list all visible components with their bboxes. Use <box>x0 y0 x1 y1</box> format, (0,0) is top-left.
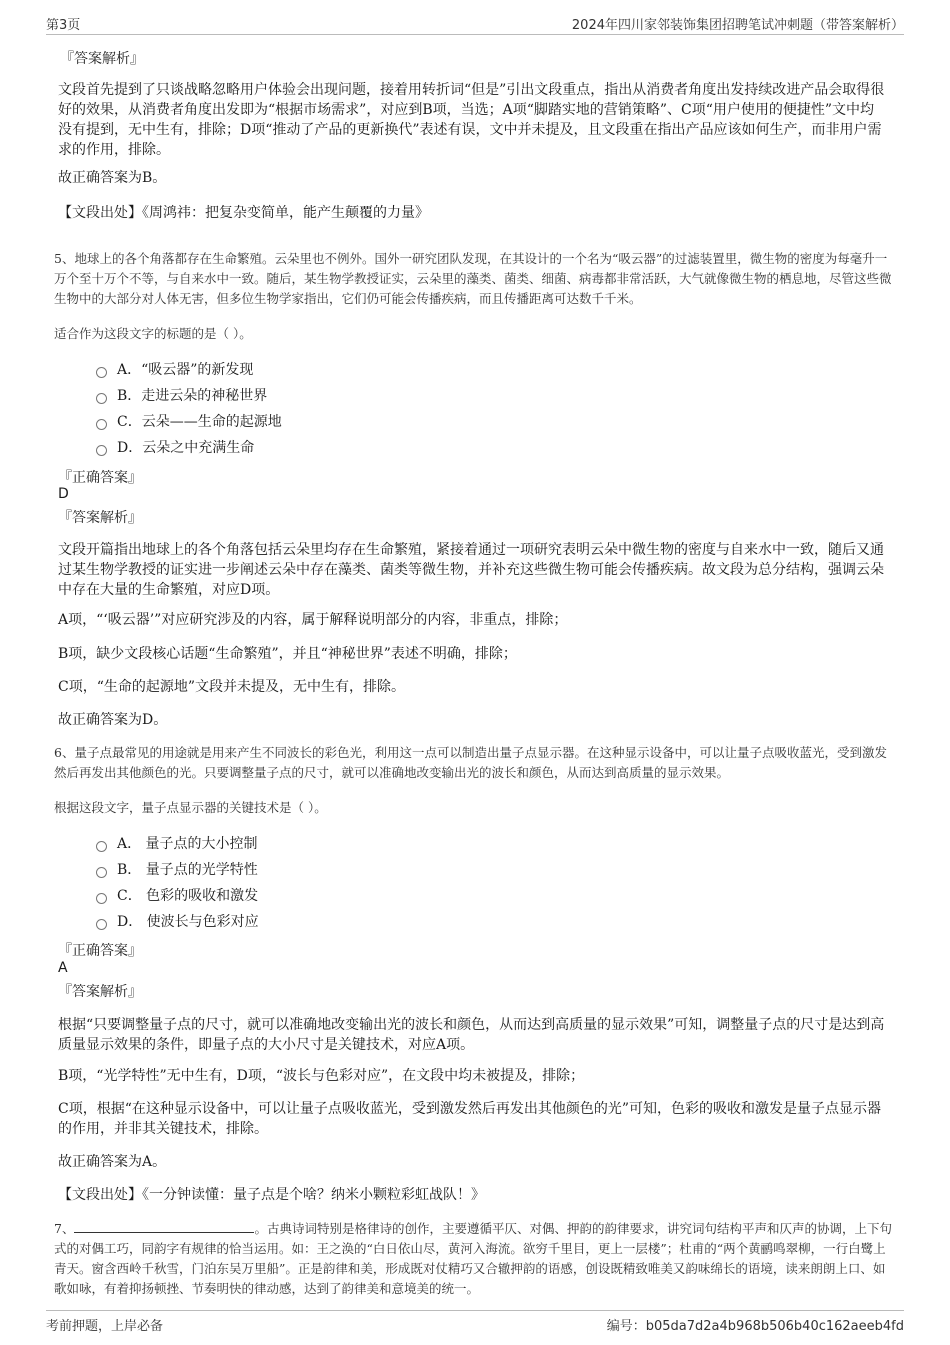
page-number: 第3页 <box>46 18 81 33</box>
q6-stem: 6、量子点最常见的用途就是用来产生不同波长的彩色光，利用这一点可以制造出量子点显示器。在这种显示设备中，可以让量子点吸收蓝光，受到激发然后再发出其他颜色的光。只要调整量子点的尺寸，就可以准确地改变输出光的波长和颜色，从而达到高质量的显示效果。 <box>54 745 887 780</box>
q6-correct-label: 『正确答案』 <box>58 943 142 959</box>
q6-correct-answer: A <box>58 960 68 976</box>
q5-analysis-a: A项，“‘吸云器’”对应研究涉及的内容，属于解释说明部分的内容，非重点，排除； <box>58 612 568 628</box>
q6-analysis: 根据“只要调整量子点的尺寸，就可以准确地改变输出光的波长和颜色，从而达到高质量的显示效果”可知，调整量子点的尺寸是达到高质量显示效果的条件，即量子点的大小尺寸是关键技术，对应A项。 <box>58 1017 885 1053</box>
q5-option-d[interactable]: D．云朵之中充满生命 <box>96 438 254 458</box>
document-id: 编号：b05da7d2a4b968b506b40c162aeeb4fd <box>606 1319 904 1334</box>
footer-slogan: 考前押题，上岸必备 <box>46 1319 164 1334</box>
q5-option-a[interactable]: A．“吸云器”的新发现 <box>96 360 253 380</box>
q5-analysis-label: 『答案解析』 <box>58 510 142 526</box>
page-footer <box>46 1310 904 1333</box>
q5-question: 适合作为这段文字的标题的是（ ）。 <box>54 326 252 341</box>
q5-correct-answer: D <box>58 486 69 502</box>
q6-option-b[interactable]: B． 量子点的光学特性 <box>96 860 258 880</box>
q4-conclusion: 故正确答案为B。 <box>58 170 167 186</box>
radio-icon[interactable] <box>96 445 107 456</box>
radio-icon[interactable] <box>96 393 107 404</box>
radio-icon[interactable] <box>96 367 107 378</box>
q6-option-c[interactable]: C． 色彩的吸收和激发 <box>96 886 258 906</box>
q6-analysis-b: B项，“光学特性”无中生有，D项，“波长与色彩对应”，在文段中均未被提及，排除； <box>58 1068 585 1084</box>
q5-analysis-b: B项，缺少文段核心话题“生命繁殖”，并且“神秘世界”表述不明确，排除； <box>58 646 517 662</box>
q4-analysis-label: 『答案解析』 <box>60 51 144 67</box>
q5-correct-label: 『正确答案』 <box>58 470 142 486</box>
page-header <box>46 12 904 35</box>
radio-icon[interactable] <box>96 841 107 852</box>
q6-question: 根据这段文字，量子点显示器的关键技术是（ ）。 <box>54 800 327 815</box>
q4-source: 【文段出处】《周鸿祎：把复杂变简单，能产生颠覆的力量》 <box>58 205 429 221</box>
q6-option-d[interactable]: D． 使波长与色彩对应 <box>96 912 259 932</box>
q4-analysis: 文段首先提到了只谈战略忽略用户体验会出现问题，接着用转折词“但是”引出文段重点，指出从消费者角度出发持续改进产品会取得很好的效果，从消费者角度出发即为“根据市场需求”，对应到B项，当选；A项“脚踏实地的营销策略”、C项“用户使用的便捷性”文中均没有提到，无中生有，排除；D项“推动了产品的更新换代”表述有误，文中并未提及，且文段重在指出产品应该如何生产，而非用户需求的作用，排除。 <box>58 82 885 158</box>
q5-option-b[interactable]: B．走进云朵的神秘世界 <box>96 386 267 406</box>
radio-icon[interactable] <box>96 919 107 930</box>
radio-icon[interactable] <box>96 867 107 878</box>
q7-stem: 7、 。古典诗词特别是格律诗的创作，主要遵循平仄、对偶、押韵的韵律要求，讲究词句结构平声和仄声的协调，上下句式的对偶工巧，同韵字有规律的恰当运用。如：王之涣的“白日依山尽，黄河入海流。欲穷千里目，更上一层楼”；杜甫的“两个黄鹂鸣翠柳，一行白鹭上青天。窗含西岭千秋雪，门泊东吴万里船”。正是韵律和美，形成既对仗精巧又合辙押韵的语感，创设既精致唯美又韵味绵长的语境，读来朗朗上口、如歌如咏，有着抑扬顿挫、节奏明快的律动感，达到了韵律美和意境美的统一。 <box>54 1221 892 1296</box>
q6-analysis-label: 『答案解析』 <box>58 984 142 1000</box>
radio-icon[interactable] <box>96 419 107 430</box>
q6-conclusion: 故正确答案为A。 <box>58 1154 167 1170</box>
q5-analysis: 文段开篇指出地球上的各个角落包括云朵里均存在生命繁殖，紧接着通过一项研究表明云朵中微生物的密度与自来水中一致，随后又通过某生物学教授的证实进一步阐述云朵中存在藻类、菌类等微生物，并补充这些微生物可能会传播疾病。故文段为总分结构，强调云朵中存在大量的生命繁殖，对应D项。 <box>58 542 884 598</box>
q5-conclusion: 故正确答案为D。 <box>58 712 168 728</box>
q6-option-a[interactable]: A． 量子点的大小控制 <box>96 834 258 854</box>
document-title: 2024年四川家邻装饰集团招聘笔试冲刺题（带答案解析） <box>571 18 904 33</box>
q5-option-c[interactable]: C．云朵——生命的起源地 <box>96 412 282 432</box>
q6-analysis-c: C项，根据“在这种显示设备中，可以让量子点吸收蓝光，受到激发然后再发出其他颜色的光”可知，色彩的吸收和激发是量子点显示器的作用，并非其关键技术，排除。 <box>58 1101 882 1137</box>
q5-analysis-c: C项，“生命的起源地”文段并未提及，无中生有，排除。 <box>58 679 406 695</box>
fill-in-blank[interactable] <box>74 1219 254 1233</box>
radio-icon[interactable] <box>96 893 107 904</box>
q6-source: 【文段出处】《一分钟读懂：量子点是个啥？纳米小颗粒彩虹战队！》 <box>58 1187 485 1203</box>
q5-stem: 5、地球上的各个角落都存在生命繁殖。云朵里也不例外。国外一研究团队发现，在其设计的一个名为“吸云器”的过滤装置里，微生物的密度为每毫升一万个至十万个不等，与自来水中一致。随后，某生物学教授证实，云朵里的藻类、菌类、细菌、病毒都非常活跃，大气就像微生物的栖息地，尽管这些微生物中的大部分对人体无害，但多位生物学家指出，它们仍可能会传播疾病，而且传播距离可达数千千米。 <box>54 251 892 306</box>
